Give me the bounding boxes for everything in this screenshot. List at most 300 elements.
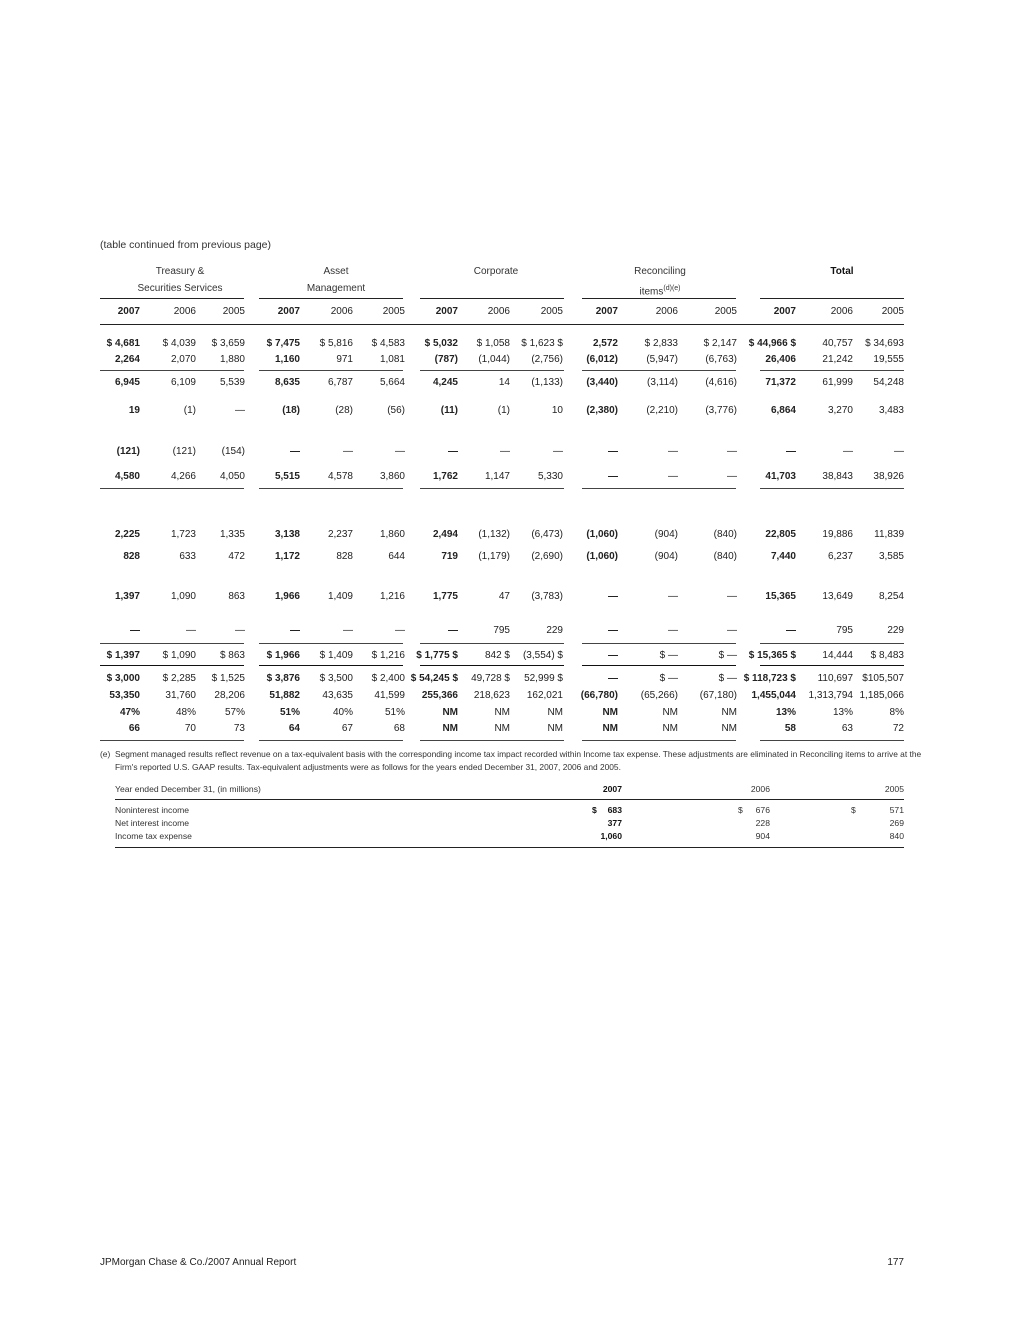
table-cell: $ 15,365 $ — [748, 650, 796, 661]
year-header: 2007 — [435, 306, 458, 317]
table-cell: 19,886 — [822, 529, 853, 540]
table-cell: 51% — [279, 707, 300, 718]
table-cell: 40% — [332, 707, 353, 718]
segment-header-line1: Reconciling — [634, 266, 686, 277]
table-cell: NM — [662, 723, 678, 734]
tax-row-label: Income tax expense — [115, 831, 192, 841]
footer-page-number: 177 — [887, 1257, 904, 1268]
table-cell: — — [727, 471, 737, 482]
table-rule — [420, 488, 564, 489]
table-cell: 49,728 $ — [471, 673, 510, 684]
table-cell: 472 — [228, 551, 245, 562]
table-cell: 1,172 — [274, 551, 300, 562]
table-cell: — — [608, 446, 618, 457]
table-cell: $ 1,397 — [106, 650, 140, 661]
table-cell: — — [608, 650, 618, 661]
segment-header-total — [774, 263, 910, 280]
segment-header-corporate — [428, 263, 564, 280]
table-cell: (11) — [440, 405, 458, 416]
table-cell: (6,473) — [531, 529, 563, 540]
table-cell: — — [608, 625, 618, 636]
table-cell: $ 3,876 — [266, 673, 300, 684]
segment-header-line1: Treasury & — [155, 266, 205, 277]
table-cell: $ 54,245 $ — [410, 673, 458, 684]
table-cell: (3,776) — [705, 405, 737, 416]
table-cell: (4,616) — [705, 377, 737, 388]
table-cell: (18) — [282, 405, 300, 416]
table-cell: 2,494 — [432, 529, 458, 540]
table-cell: (28) — [335, 405, 353, 416]
table-cell: (904) — [654, 551, 678, 562]
tax-table-rule — [115, 847, 904, 848]
table-cell: $ 8,483 — [870, 650, 904, 661]
year-header: 2007 — [595, 306, 618, 317]
tax-row-currency: $ — [851, 805, 856, 815]
year-header: 2006 — [655, 306, 678, 317]
table-cell: 2,225 — [114, 529, 140, 540]
header-rule — [100, 324, 904, 325]
table-cell: 6,237 — [827, 551, 853, 562]
table-cell: — — [448, 625, 458, 636]
tax-row-value: 840 — [889, 831, 904, 841]
table-cell: (787) — [434, 354, 458, 365]
table-cell: 15,365 — [765, 591, 796, 602]
tax-row-currency: $ — [592, 805, 597, 815]
table-cell: 3,585 — [878, 551, 904, 562]
table-rule — [420, 665, 564, 666]
table-cell: NM — [602, 707, 618, 718]
table-cell: — — [448, 446, 458, 457]
table-cell: 6,864 — [770, 405, 796, 416]
table-cell: 41,599 — [374, 690, 405, 701]
year-header: 2007 — [277, 306, 300, 317]
table-cell: 40,757 — [822, 338, 853, 349]
tax-row-label: Noninterest income — [115, 805, 190, 815]
table-cell: 4,580 — [114, 471, 140, 482]
footnote-text: Segment managed results reflect revenue on a tax-equivalent basis with the corresponding income tax impact recorded within Income tax expense. These adjustments are eliminated in Reconciling items to arrive at the Firm's reported U.S. GAAP results. Tax-equivalent adjustments were as follows for the years ended December 31, 2007, 2006 and 2005. — [115, 749, 922, 772]
table-cell: (6,763) — [705, 354, 737, 365]
table-cell: $ 1,216 — [371, 650, 405, 661]
table-cell: (1,132) — [478, 529, 510, 540]
table-cell: NM — [662, 707, 678, 718]
table-rule — [259, 665, 403, 666]
table-cell: 21,242 — [822, 354, 853, 365]
table-cell: — — [727, 446, 737, 457]
table-cell: 1,455,044 — [751, 690, 796, 701]
table-cell: 4,266 — [170, 471, 196, 482]
table-cell: $ — — [659, 673, 678, 684]
table-cell: 7,440 — [770, 551, 796, 562]
table-rule — [100, 665, 244, 666]
table-cell: 218,623 — [473, 690, 510, 701]
table-rule — [582, 740, 736, 741]
table-cell: $ 4,583 — [371, 338, 405, 349]
table-rule — [420, 740, 564, 741]
table-cell: 3,270 — [827, 405, 853, 416]
segment-underline — [100, 298, 244, 299]
table-cell: — — [290, 625, 300, 636]
table-row — [0, 337, 1024, 351]
table-cell: 633 — [179, 551, 196, 562]
table-cell: (1,044) — [478, 354, 510, 365]
table-cell: $ 1,623 $ — [521, 338, 563, 349]
segment-header-asset-management — [268, 263, 404, 297]
table-cell: $ — — [718, 650, 737, 661]
table-cell: NM — [494, 707, 510, 718]
year-header: 2006 — [173, 306, 196, 317]
table-rule — [100, 740, 244, 741]
table-cell: 68 — [393, 723, 405, 734]
table-cell: 5,664 — [379, 377, 405, 388]
table-cell: 13% — [775, 707, 796, 718]
table-cell: 162,021 — [526, 690, 563, 701]
table-cell: — — [608, 591, 618, 602]
table-cell: 1,880 — [219, 354, 245, 365]
table-row — [0, 672, 1024, 686]
table-cell: 1,335 — [219, 529, 245, 540]
tax-table-row — [115, 831, 904, 844]
table-cell: $ 7,475 — [266, 338, 300, 349]
table-cell: (2,690) — [531, 551, 563, 562]
table-cell: — — [130, 625, 140, 636]
tax-table-row — [115, 805, 904, 818]
table-cell: (3,783) — [531, 591, 563, 602]
table-cell: (3,114) — [647, 377, 678, 388]
table-cell: 255,366 — [421, 690, 458, 701]
table-row — [0, 445, 1024, 459]
segment-header-line2: Corporate — [473, 266, 519, 277]
table-cell: 64 — [288, 723, 300, 734]
table-cell: 863 — [228, 591, 245, 602]
segment-underline — [760, 298, 904, 299]
table-cell: 47 — [498, 591, 510, 602]
table-rule — [582, 488, 736, 489]
year-header: 2006 — [487, 306, 510, 317]
table-cell: 229 — [546, 625, 563, 636]
table-cell: — — [235, 405, 245, 416]
table-row — [0, 624, 1024, 638]
table-cell: $ 34,693 — [865, 338, 904, 349]
table-cell: — — [186, 625, 196, 636]
table-rule — [100, 370, 244, 371]
table-cell: — — [608, 673, 618, 684]
table-cell: $ 4,681 — [106, 338, 140, 349]
table-cell: $ 118,723 $ — [743, 673, 796, 684]
table-cell: 53,350 — [109, 690, 140, 701]
table-cell: 38,843 — [822, 471, 853, 482]
table-cell: 1,966 — [274, 591, 300, 602]
tax-table-year: 2006 — [750, 784, 770, 794]
table-cell: 8% — [889, 707, 904, 718]
footer-report-title: JPMorgan Chase & Co./2007 Annual Report — [100, 1257, 297, 1268]
tax-row-value: 904 — [755, 831, 770, 841]
table-cell: — — [786, 446, 796, 457]
table-cell: (2,756) — [531, 354, 563, 365]
year-header: 2007 — [117, 306, 140, 317]
table-cell: (5,947) — [646, 354, 678, 365]
segment-header-treasury — [112, 263, 248, 297]
table-row — [0, 376, 1024, 390]
year-header: 2005 — [222, 306, 245, 317]
table-cell: 14,444 — [822, 650, 853, 661]
table-cell: 11,839 — [874, 529, 904, 540]
table-cell: 8,635 — [274, 377, 300, 388]
table-cell: 41,703 — [765, 471, 796, 482]
table-cell: 1,090 — [170, 591, 196, 602]
table-cell: (154) — [221, 446, 245, 457]
table-cell: 828 — [123, 551, 140, 562]
table-cell: — — [668, 471, 678, 482]
table-cell: (904) — [654, 529, 678, 540]
table-cell: 1,860 — [379, 529, 405, 540]
segment-header-line2: Management — [306, 283, 366, 294]
table-cell: — — [290, 446, 300, 457]
table-cell: $ — — [659, 650, 678, 661]
table-cell: NM — [494, 723, 510, 734]
table-cell: 51,882 — [269, 690, 300, 701]
table-rule — [259, 740, 403, 741]
table-cell: — — [668, 446, 678, 457]
table-cell: 43,635 — [322, 690, 353, 701]
table-cell: 1,775 — [432, 591, 458, 602]
table-cell: 5,330 — [537, 471, 563, 482]
tax-row-value: 683 — [607, 805, 622, 815]
segment-header-line1: Asset — [323, 266, 349, 277]
table-cell: 6,787 — [327, 377, 353, 388]
table-cell: — — [668, 625, 678, 636]
table-cell: 1,185,066 — [859, 690, 904, 701]
table-cell: $ 1,525 — [211, 673, 245, 684]
table-cell: $ 1,409 — [319, 650, 353, 661]
table-row — [0, 470, 1024, 484]
segment-underline — [420, 298, 564, 299]
table-cell: (840) — [713, 551, 737, 562]
year-header: 2005 — [881, 306, 904, 317]
table-cell: NM — [442, 723, 458, 734]
table-cell: — — [843, 446, 853, 457]
table-cell: — — [727, 591, 737, 602]
table-cell: 1,762 — [432, 471, 458, 482]
table-cell: 5,515 — [274, 471, 300, 482]
segment-underline — [259, 298, 403, 299]
table-cell: 719 — [441, 551, 458, 562]
table-row — [0, 590, 1024, 604]
table-rule — [582, 643, 736, 644]
table-cell: 28,206 — [214, 690, 245, 701]
table-cell: — — [343, 446, 353, 457]
tax-row-value: 228 — [755, 818, 770, 828]
table-cell: (1) — [497, 405, 510, 416]
year-header: 2007 — [773, 306, 796, 317]
table-cell: NM — [602, 723, 618, 734]
table-cell: — — [608, 471, 618, 482]
footnote — [100, 748, 930, 774]
table-cell: (1,133) — [531, 377, 563, 388]
table-cell: (65,266) — [640, 690, 678, 701]
table-cell: 73 — [233, 723, 245, 734]
year-header: 2005 — [382, 306, 405, 317]
table-cell: 71,372 — [765, 377, 796, 388]
table-cell: $ 2,147 — [703, 338, 737, 349]
table-cell: (121) — [116, 446, 140, 457]
table-cell: $ 3,500 — [319, 673, 353, 684]
table-cell: 52,999 $ — [524, 673, 563, 684]
table-cell: — — [894, 446, 904, 457]
year-header: 2005 — [540, 306, 563, 317]
table-cell: — — [553, 446, 563, 457]
table-cell: 61,999 — [822, 377, 853, 388]
tax-row-currency: $ — [738, 805, 743, 815]
table-cell: 3,138 — [274, 529, 300, 540]
table-cell: — — [235, 625, 245, 636]
table-cell: 1,397 — [114, 591, 140, 602]
table-cell: 4,245 — [432, 377, 458, 388]
table-cell: (121) — [172, 446, 196, 457]
table-row — [0, 353, 1024, 367]
table-cell: 971 — [336, 354, 353, 365]
table-cell: 47% — [119, 707, 140, 718]
table-cell: (66,780) — [580, 690, 618, 701]
segment-header-superscript: (d)(e) — [663, 285, 681, 292]
tax-table-rule — [115, 799, 904, 800]
table-row — [0, 706, 1024, 720]
table-row — [0, 550, 1024, 564]
table-cell: 70 — [184, 723, 196, 734]
table-cell: $ 1,966 — [266, 650, 300, 661]
table-row — [0, 404, 1024, 418]
segment-header-line2: Securities Services — [137, 283, 223, 294]
tax-row-label: Net interest income — [115, 818, 190, 828]
table-cell: 2,572 — [592, 338, 618, 349]
table-rule — [420, 370, 564, 371]
tax-row-value: 269 — [889, 818, 904, 828]
table-cell: — — [343, 625, 353, 636]
table-cell: 48% — [175, 707, 196, 718]
table-cell: $ 3,000 — [106, 673, 140, 684]
tax-row-value: 571 — [889, 805, 904, 815]
table-cell: 63 — [841, 723, 853, 734]
table-rule — [259, 488, 403, 489]
table-cell: 13,649 — [822, 591, 853, 602]
table-rule — [760, 740, 904, 741]
table-rule — [582, 665, 736, 666]
table-cell: (6,012) — [586, 354, 618, 365]
table-cell: 1,081 — [379, 354, 405, 365]
table-cell: 10 — [551, 405, 563, 416]
table-cell: $ 863 — [219, 650, 245, 661]
table-cell: (1) — [183, 405, 196, 416]
table-cell: 66 — [128, 723, 140, 734]
table-cell: 5,539 — [219, 377, 245, 388]
table-rule — [259, 643, 403, 644]
tax-table-year: 2005 — [884, 784, 904, 794]
table-cell: $ 2,833 — [644, 338, 678, 349]
table-cell: 3,483 — [878, 405, 904, 416]
table-cell: 2,070 — [170, 354, 196, 365]
table-cell: 795 — [493, 625, 510, 636]
table-cell: NM — [721, 707, 737, 718]
table-cell: 644 — [388, 551, 405, 562]
table-cell: 38,926 — [873, 471, 904, 482]
tax-table-header-label: Year ended December 31, (in millions) — [115, 784, 261, 794]
year-header: 2005 — [714, 306, 737, 317]
year-header: 2006 — [830, 306, 853, 317]
table-rule — [100, 643, 244, 644]
table-cell: $105,507 — [862, 673, 904, 684]
table-rule — [760, 665, 904, 666]
table-cell: 3,860 — [379, 471, 405, 482]
table-cell: $ 1,058 — [476, 338, 510, 349]
table-cell: 229 — [887, 625, 904, 636]
tax-row-value: 676 — [755, 805, 770, 815]
table-cell: 1,216 — [379, 591, 405, 602]
table-cell: $ — — [718, 673, 737, 684]
table-cell: (1,060) — [586, 551, 618, 562]
tax-row-value: 1,060 — [600, 831, 622, 841]
table-row — [0, 689, 1024, 703]
table-cell: 14 — [498, 377, 510, 388]
table-cell: 1,160 — [274, 354, 300, 365]
tax-row-value: 377 — [607, 818, 622, 828]
table-cell: 58 — [784, 723, 796, 734]
table-cell: — — [395, 446, 405, 457]
table-cell: 1,723 — [170, 529, 196, 540]
table-cell: 19,555 — [873, 354, 904, 365]
table-cell: $ 5,816 — [319, 338, 353, 349]
table-cell: (2,380) — [586, 405, 618, 416]
table-cell: 1,313,794 — [808, 690, 853, 701]
table-cell: NM — [721, 723, 737, 734]
table-cell: 8,254 — [878, 591, 904, 602]
table-rule — [582, 370, 736, 371]
table-cell: 6,109 — [170, 377, 196, 388]
table-cell: 4,578 — [327, 471, 353, 482]
table-cell: $ 1,775 $ — [416, 650, 458, 661]
table-cell: (3,440) — [586, 377, 618, 388]
table-cell: — — [727, 625, 737, 636]
table-cell: 4,050 — [219, 471, 245, 482]
table-cell: 19 — [128, 405, 140, 416]
table-cell: (1,060) — [586, 529, 618, 540]
table-row — [0, 649, 1024, 663]
table-cell: 67 — [341, 723, 353, 734]
table-cell: (1,179) — [478, 551, 510, 562]
table-cell: 51% — [384, 707, 405, 718]
tax-table-year: 2007 — [602, 784, 622, 794]
table-cell: — — [500, 446, 510, 457]
table-cell: 2,237 — [327, 529, 353, 540]
table-cell: 110,697 — [817, 673, 853, 684]
table-cell: (56) — [387, 405, 405, 416]
segment-header-line2: items — [639, 286, 664, 298]
table-cell: 1,147 — [484, 471, 510, 482]
table-cell: $ 1,090 — [162, 650, 196, 661]
year-header: 2006 — [330, 306, 353, 317]
table-cell: (3,554) $ — [522, 650, 563, 661]
table-cell: 26,406 — [765, 354, 796, 365]
table-cell: NM — [547, 707, 563, 718]
table-cell: — — [668, 591, 678, 602]
table-cell: 795 — [836, 625, 853, 636]
segment-underline — [582, 298, 736, 299]
table-cell: NM — [547, 723, 563, 734]
table-cell: — — [395, 625, 405, 636]
table-rule — [760, 488, 904, 489]
table-cell: $ 2,285 — [162, 673, 196, 684]
table-rule — [259, 370, 403, 371]
tax-table-row — [115, 818, 904, 831]
table-cell: 842 $ — [484, 650, 510, 661]
